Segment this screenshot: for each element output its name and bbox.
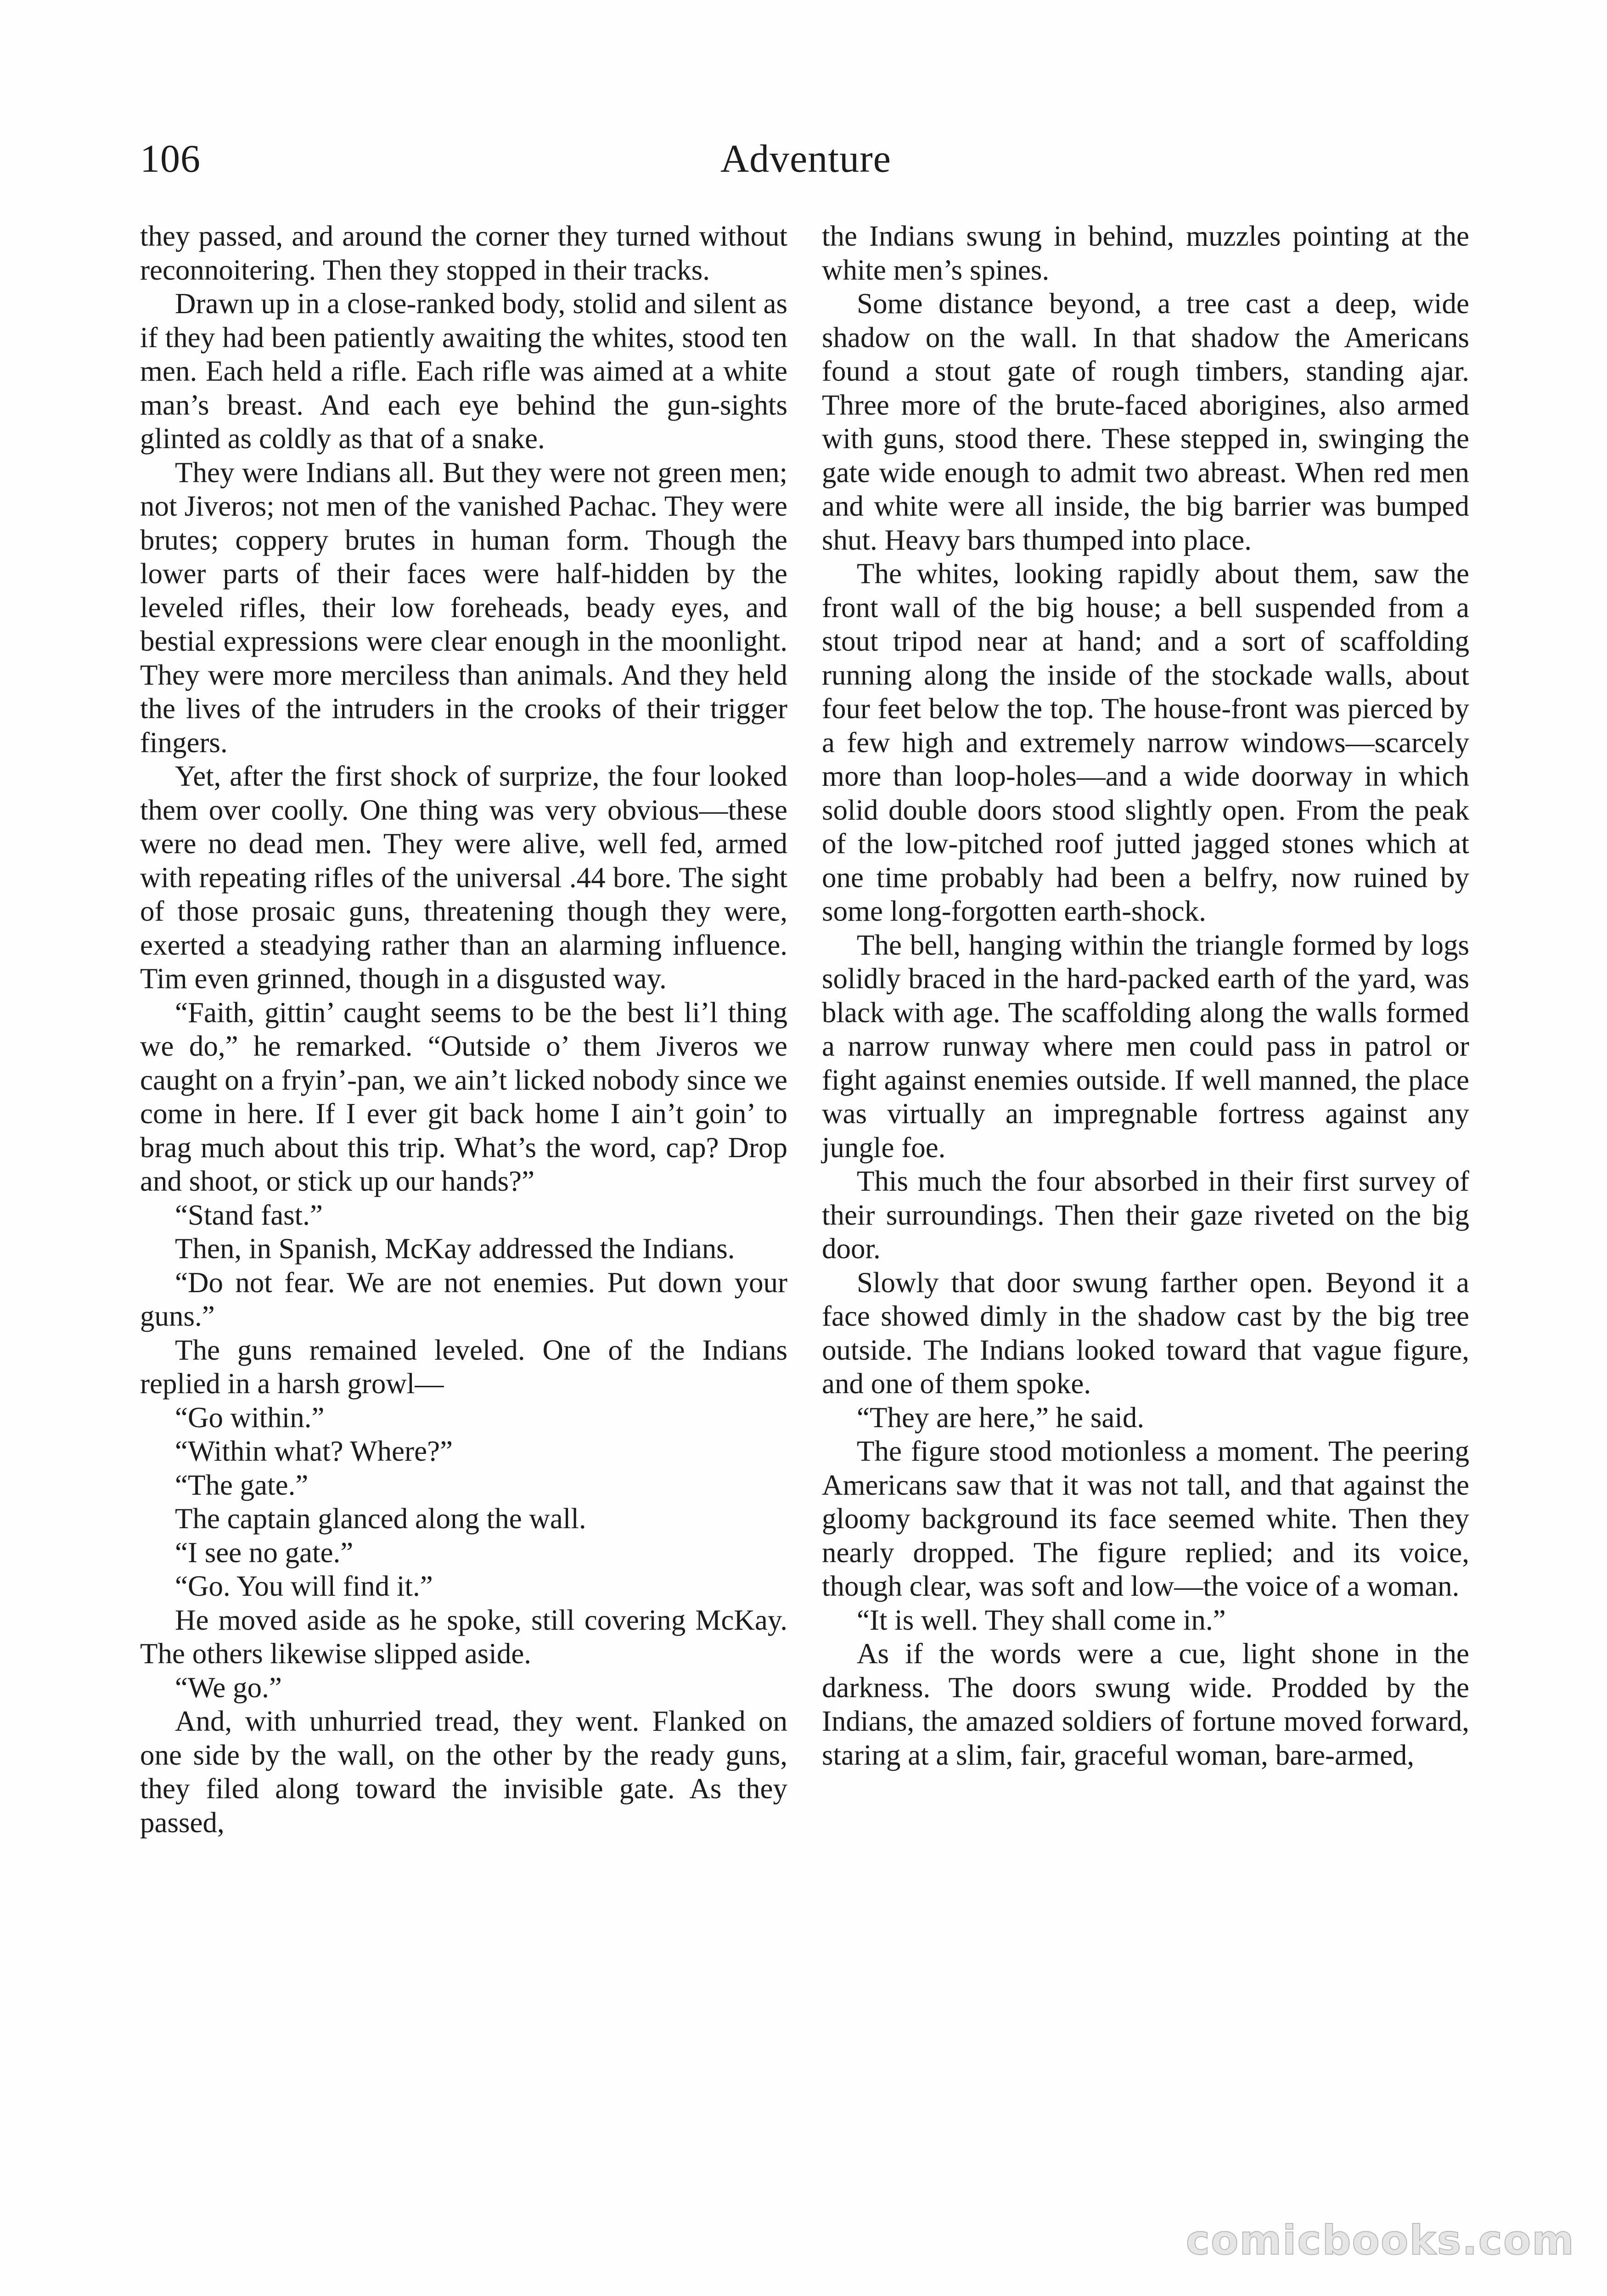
paragraph: Drawn up in a close-ranked body, stolid and silent as if they had been patiently awaiting the whites, stood ten men. Each held a rifle. Each rifle was aimed at a white man’s breast. And each eye behind the gun-sights glinted as coldly as that of a snake. (140, 287, 787, 455)
paragraph: The whites, looking rapidly about them, saw the front wall of the big house; a bell suspended from a stout tripod near at hand; and a sort of scaffolding running along the inside of the stockade walls, about four feet below the top. The house-front was pierced by a few high and extremely narrow windows—scarcely more than loop-holes—and a wide doorway in which solid double doors stood slightly open. From the peak of the low-pitched roof jutted jagged stones which at one time probably had been a belfry, now ruined by some long-forgotten earth-shock. (822, 557, 1469, 927)
left-column (140, 219, 787, 1840)
paragraph: “Stand fast.” (175, 1199, 323, 1231)
paragraph: “I see no gate.” (175, 1536, 354, 1569)
paragraph: the Indians swung in behind, muzzles pointing at the white men’s spines. (822, 220, 1469, 286)
paragraph: Yet, after the first shock of surprize, the four looked them over coolly. One thing was very obvious—these were no dead men. They were alive, well fed, armed with repeating rifles of the universal .44 bore. The sight of those prosaic guns, threatening though they were, exerted a steadying rather than an alarming influence. Tim even grinned, though in a disgusted way. (140, 760, 787, 995)
paragraph: “The gate.” (175, 1469, 309, 1501)
paragraph: This much the four absorbed in their first survey of their surroundings. Then their gaze riveted on the big door. (822, 1165, 1469, 1265)
paragraph: The bell, hanging within the triangle formed by logs solidly braced in the hard-packed earth of the yard, was black with age. The scaffolding along the walls formed a narrow runway where men could pass in patrol or fight against enemies outside. If well manned, the place was virtually an impregnable fortress against any jungle foe. (822, 929, 1469, 1164)
paragraph: “Go. You will find it.” (175, 1570, 433, 1602)
paragraph: As if the words were a cue, light shone in the darkness. The doors swung wide. Prodded by the Indians, the amazed soldiers of fortune moved forward, staring at a slim, fair, graceful woman, bare-armed, (822, 1638, 1469, 1771)
paragraph: Slowly that door swung farther open. Beyond it a face showed dimly in the shadow cast by the big tree outside. The Indians looked toward that vague figure, and one of them spoke. (822, 1266, 1469, 1400)
paragraph: And, with unhurried tread, they went. Flanked on one side by the wall, on the other by the ready guns, they filed along toward the invisible gate. As they passed, (140, 1705, 787, 1839)
right-column (822, 219, 1469, 1772)
paragraph: They were Indians all. But they were not green men; not Jiveros; not men of the vanished Pachac. They were brutes; coppery brutes in human form. Though the lower parts of their faces were half-hidden by the leveled rifles, their low foreheads, beady eyes, and bestial expressions were clear enough in the moonlight. They were more merciless than animals. And they held the lives of the intruders in the crooks of their trigger fingers. (140, 456, 787, 759)
paragraph: He moved aside as he spoke, still covering McKay. The others likewise slipped aside. (140, 1604, 787, 1670)
paragraph: “Do not fear. We are not enemies. Put down your guns.” (140, 1266, 787, 1332)
paragraph: Some distance beyond, a tree cast a deep, wide shadow on the wall. In that shadow the Americans found a stout gate of rough timbers, standing ajar. Three more of the brute-faced aborigines, also armed with guns, stood there. These stepped in, swinging the gate wide enough to admit two abreast. When red men and white were all inside, the big barrier was bumped shut. Heavy bars thumped into place. (822, 287, 1469, 556)
paragraph: “Go within.” (175, 1401, 325, 1434)
running-head: Adventure (720, 136, 891, 180)
paragraph: “Within what? Where?” (175, 1435, 453, 1467)
paragraph: “Faith, gittin’ caught seems to be the best li’l thing we do,” he remarked. “Outside o’ them Jiveros we caught on a fryin’-pan, we ain’t licked nobody since we come in here. If I ever git back home I ain’t goin’ to brag much about this trip. What’s the word, cap? Drop and shoot, or stick up our hands?” (140, 996, 787, 1197)
paragraph: they passed, and around the corner they turned without reconnoitering. Then they stopped in their tracks. (140, 220, 787, 286)
paragraph: The guns remained leveled. One of the Indians replied in a harsh growl— (140, 1334, 787, 1400)
page-header (140, 131, 1472, 186)
paragraph: The captain glanced along the wall. (175, 1503, 586, 1535)
paragraph: “It is well. They shall come in.” (857, 1604, 1226, 1636)
paragraph: “They are here,” he said. (857, 1401, 1145, 1434)
paragraph: Then, in Spanish, McKay addressed the Indians. (175, 1232, 735, 1265)
watermark-text: comicbooks.com (1186, 2217, 1575, 2264)
paragraph: “We go.” (175, 1671, 282, 1704)
paragraph: The figure stood motionless a moment. The peering Americans saw that it was not tall, and that against the gloomy background its face seemed white. Then they nearly dropped. The figure replied; and its voice, though clear, was soft and low—the voice of a woman. (822, 1435, 1469, 1602)
page-number: 106 (140, 136, 201, 180)
